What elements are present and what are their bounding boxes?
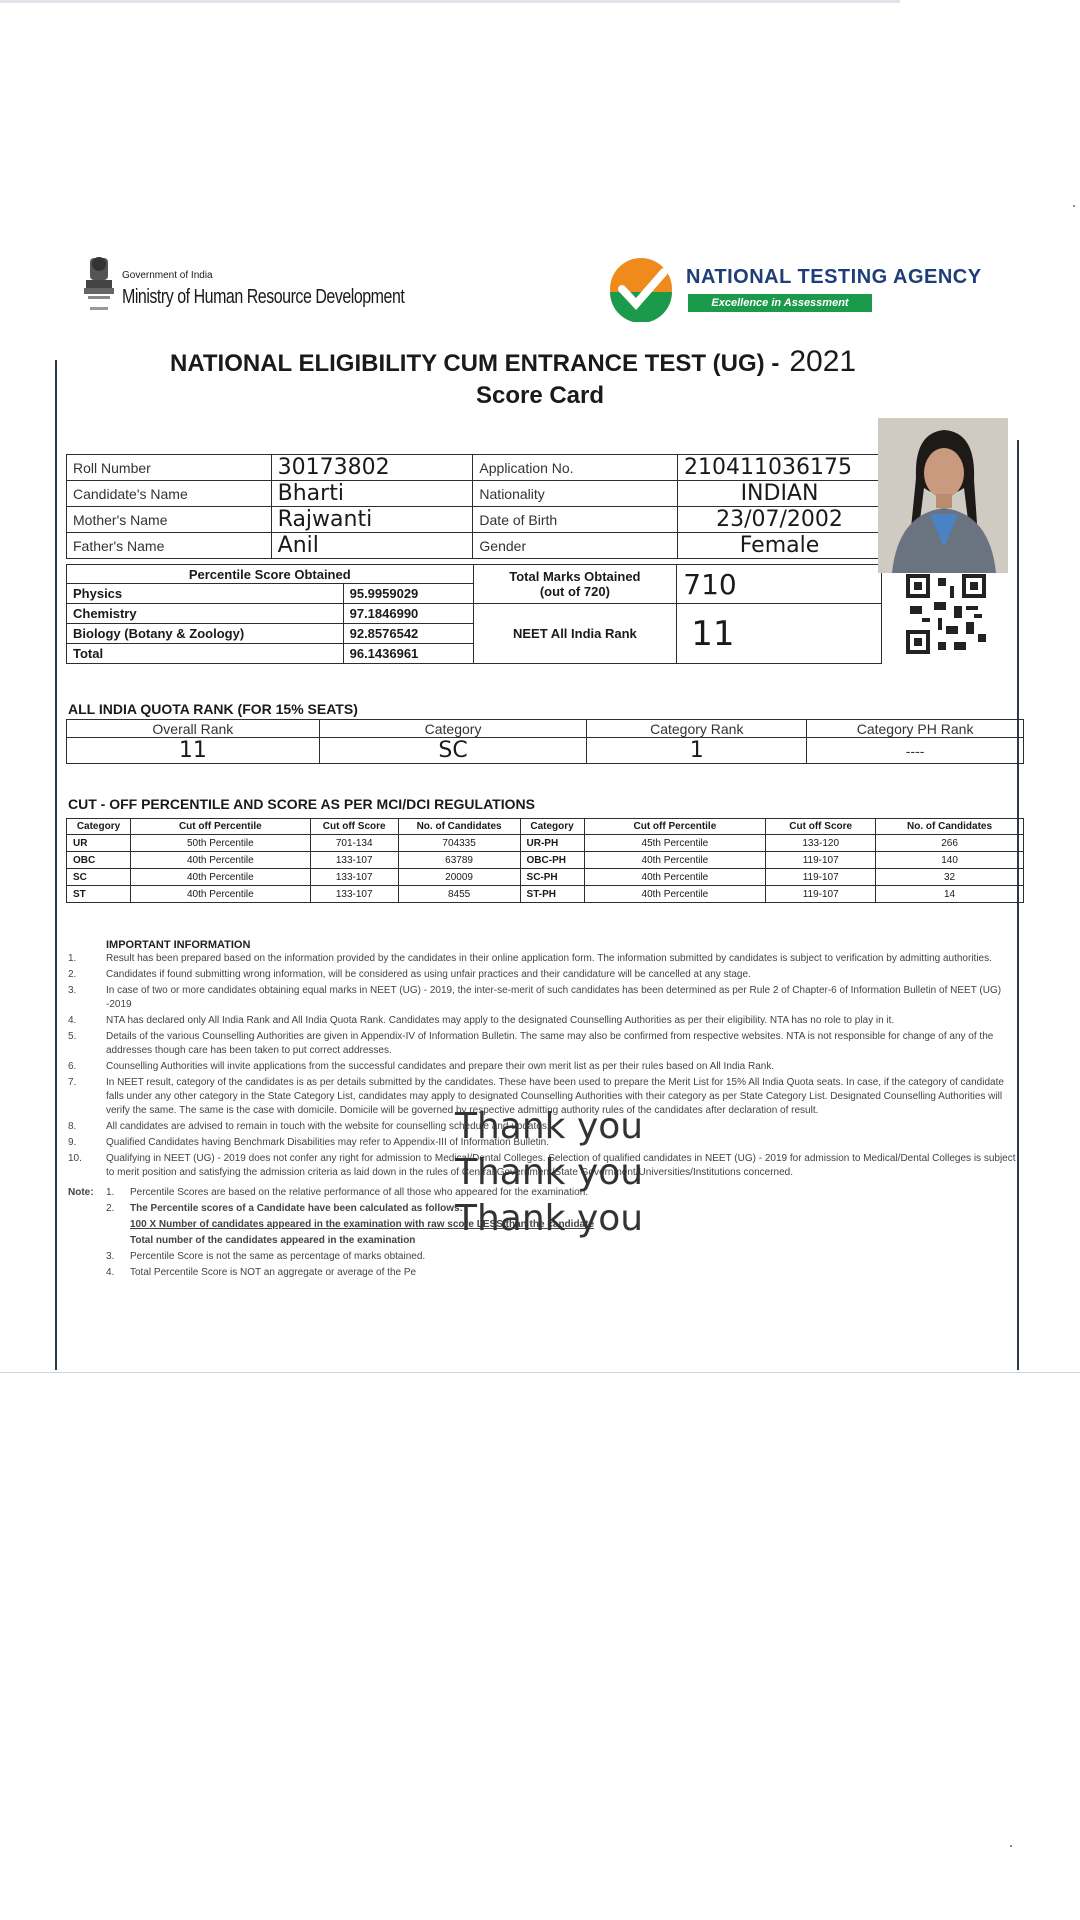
roll-number-value: 30173802 xyxy=(271,455,473,481)
cutoff-cell: 40th Percentile xyxy=(130,852,310,869)
thank-you-overlay: Thank you xyxy=(455,1198,644,1239)
cutoff-cell: 119-107 xyxy=(766,869,876,886)
note-item-number: 2. xyxy=(106,1203,115,1214)
ministry-name: Ministry of Human Resource Development xyxy=(122,286,405,308)
cutoff-cell: UR-PH xyxy=(520,835,584,852)
info-item-text: In NEET result, category of the candidates is as per details submitted by the candidates. These have been used to prepare the Merit List for 15% All India Quota seats. In case, if the category of candidate falls under any other category in the State Category List, candidates may apply to designated Counselling Authorities with their category as per State Category List. Designated Counselling Authorities will verify the same. The same is the case with domicile. Domicile will be governed by respective admitting authority rules of the candidates after declaration of result. xyxy=(106,1077,1004,1116)
cutoff-cell: 8455 xyxy=(398,886,520,903)
info-item-text: Candidates if found submitting wrong information, will be considered as using unfair practices and their candidature will be cancelled at any stage. xyxy=(106,969,751,980)
thank-you-overlay: Thank you xyxy=(455,1106,644,1147)
info-item-text: All candidates are advised to remain in touch with the website for counselling schedule and updates. xyxy=(106,1121,550,1132)
quota-header: Category PH Rank xyxy=(807,720,1024,738)
cutoff-cell: 45th Percentile xyxy=(584,835,766,852)
candidate-photo-image xyxy=(878,418,1008,573)
cutoff-cell: 704335 xyxy=(398,835,520,852)
nationality-label: Nationality xyxy=(473,481,678,507)
exam-title-text: NATIONAL ELIGIBILITY CUM ENTRANCE TEST (UG) - xyxy=(170,350,780,377)
state-emblem-icon xyxy=(78,252,120,322)
info-item-text: NTA has declared only All India Rank and All India Quota Rank. Candidates may apply to the designated Counselling Authorities as per their eligibility. NTA has no role to play in it. xyxy=(106,1015,895,1026)
score-row-value: 95.9959029 xyxy=(343,584,473,604)
cutoff-cell: 40th Percentile xyxy=(584,852,766,869)
info-item-number: 5. xyxy=(68,1031,77,1042)
candidate-details-table xyxy=(66,454,882,559)
score-row-value: 97.1846990 xyxy=(343,604,473,624)
note-item-number: 1. xyxy=(106,1187,115,1198)
cutoff-cell: 40th Percentile xyxy=(584,886,766,903)
scan-bottom-edge xyxy=(0,1372,1080,1373)
cutoff-cell: 133-107 xyxy=(310,869,398,886)
cutoff-header: Cut off Percentile xyxy=(584,819,766,835)
info-item-number: 3. xyxy=(68,985,77,996)
info-item xyxy=(68,968,1018,982)
cutoff-cell: SC-PH xyxy=(520,869,584,886)
roll-number-label: Roll Number xyxy=(67,455,272,481)
info-item-text: Qualifying in NEET (UG) - 2019 does not confer any right for admission to Medical/Dental Colleges. Selection of qualified candidates in NEET (UG) - 2019 for admission to Medical/Dental Colleges is subject to merit position and satisfying the admission criteria as laid down in the rules of Central Government/State Government/Universities/Institutions concerned. xyxy=(106,1153,1016,1178)
quota-header: Overall Rank xyxy=(67,720,320,738)
total-marks-label xyxy=(473,565,677,604)
cutoff-header: Category xyxy=(520,819,584,835)
note-item-text: Percentile Score is not the same as percentage of marks obtained. xyxy=(130,1251,426,1262)
info-item-number: 8. xyxy=(68,1121,77,1132)
note-item-number: 4. xyxy=(106,1267,115,1278)
cutoff-cell: ST xyxy=(67,886,131,903)
cutoff-cell: 133-107 xyxy=(310,886,398,903)
note-item-text: The Percentile scores of a Candidate have been calculated as follows: xyxy=(130,1203,463,1214)
info-item-text: Details of the various Counselling Authorities are given in Appendix-IV of Information Bulletin. The same may also be confirmed from respective websites. NTA is not responsible for change of any of the addresses though care has been taken to put correct addresses. xyxy=(106,1031,994,1056)
qr-code-icon xyxy=(905,574,987,654)
note-item xyxy=(106,1250,1018,1264)
quota-header: Category Rank xyxy=(587,720,807,738)
cutoff-cell: SC xyxy=(67,869,131,886)
info-item-number: 4. xyxy=(68,1015,77,1026)
category-rank-value: 1 xyxy=(587,738,807,764)
score-row-subject: Physics xyxy=(67,584,344,604)
nta-name: NATIONAL TESTING AGENCY xyxy=(686,266,982,288)
cutoff-cell: 133-120 xyxy=(766,835,876,852)
mother-name-label: Mother's Name xyxy=(67,507,272,533)
cutoff-cell: 63789 xyxy=(398,852,520,869)
note-item-text: Total number of the candidates appeared in the examination xyxy=(130,1235,416,1246)
candidate-name-value: Bharti xyxy=(271,481,473,507)
quota-header: Category xyxy=(319,720,587,738)
cutoff-cell: OBC xyxy=(67,852,131,869)
candidate-name-label: Candidate's Name xyxy=(67,481,272,507)
info-item-number: 7. xyxy=(68,1077,77,1088)
score-row-subject: Total xyxy=(67,644,344,664)
info-item xyxy=(68,984,1018,1012)
cutoff-cell: 140 xyxy=(876,852,1024,869)
percentile-header: Percentile Score Obtained xyxy=(67,565,474,584)
cutoff-cell: 32 xyxy=(876,869,1024,886)
info-item-text: Counselling Authorities will invite applications from the successful candidates and prepare their own merit list as per their rules based on All India Rank. xyxy=(106,1061,775,1072)
total-marks-label-text: Total Marks Obtained xyxy=(509,569,641,584)
info-item-number: 6. xyxy=(68,1061,77,1072)
cutoff-header: Cut off Score xyxy=(310,819,398,835)
score-row-value: 92.8576542 xyxy=(343,624,473,644)
cutoff-cell: 14 xyxy=(876,886,1024,903)
note-item-number xyxy=(106,1218,130,1232)
cutoff-header: Category xyxy=(67,819,131,835)
cutoff-header: No. of Candidates xyxy=(876,819,1024,835)
note-item-number: 3. xyxy=(106,1251,115,1262)
scan-speck xyxy=(1073,205,1075,207)
cutoff-cell: 266 xyxy=(876,835,1024,852)
cutoff-table xyxy=(66,818,1024,903)
dob-label: Date of Birth xyxy=(473,507,678,533)
air-label: NEET All India Rank xyxy=(473,604,677,664)
info-heading: IMPORTANT INFORMATION xyxy=(106,939,251,951)
cutoff-row xyxy=(67,886,1024,903)
application-no-value: 210411036175 xyxy=(678,455,882,481)
note-item-text: Percentile Scores are based on the relative performance of all those who appeared for the examination. xyxy=(130,1187,589,1198)
score-row-value: 96.1436961 xyxy=(343,644,473,664)
info-item-number: 2. xyxy=(68,969,77,980)
note-label: Note: xyxy=(68,1187,94,1198)
top-edge-line xyxy=(0,0,900,3)
cutoff-cell: 133-107 xyxy=(310,852,398,869)
gender-value: Female xyxy=(678,533,882,559)
dob-value: 23/07/2002 xyxy=(678,507,882,533)
cutoff-cell: 40th Percentile xyxy=(130,869,310,886)
father-name-label: Father's Name xyxy=(67,533,272,559)
score-row-subject: Chemistry xyxy=(67,604,344,624)
cutoff-cell: 119-107 xyxy=(766,852,876,869)
cutoff-row xyxy=(67,852,1024,869)
cutoff-cell: 40th Percentile xyxy=(130,886,310,903)
category-ph-rank-value: ---- xyxy=(807,738,1024,764)
info-item-text: Qualified Candidates having Benchmark Disabilities may refer to Appendix-III of Information Bulletin. xyxy=(106,1137,550,1148)
exam-title xyxy=(170,345,856,379)
cutoff-row xyxy=(67,835,1024,852)
exam-year: 2021 xyxy=(789,345,857,378)
gender-label: Gender xyxy=(473,533,678,559)
nationality-value: INDIAN xyxy=(678,481,882,507)
father-name-value: Anil xyxy=(271,533,473,559)
cutoff-row xyxy=(67,869,1024,886)
score-row-subject: Biology (Botany & Zoology) xyxy=(67,624,344,644)
note-item-text: Total Percentile Score is NOT an aggregate or average of the Pe xyxy=(130,1267,417,1278)
total-marks-value: 710 xyxy=(677,565,882,604)
application-no-label: Application No. xyxy=(473,455,678,481)
info-item-text: Result has been prepared based on the information provided by the candidates in their online application form. The information submitted by candidates is subject to verification by admitting authorities. xyxy=(106,953,992,964)
cutoff-header: Cut off Percentile xyxy=(130,819,310,835)
left-border xyxy=(55,360,57,1370)
note-item-number xyxy=(106,1234,130,1248)
overall-rank-value: 11 xyxy=(67,738,320,764)
air-value: 11 xyxy=(677,604,882,664)
cutoff-cell: 119-107 xyxy=(766,886,876,903)
cutoff-cell: 40th Percentile xyxy=(584,869,766,886)
cutoff-header: Cut off Score xyxy=(766,819,876,835)
note-item xyxy=(106,1266,1018,1280)
candidate-photo xyxy=(878,418,1008,573)
info-item xyxy=(68,1014,1018,1028)
info-item-number: 1. xyxy=(68,953,77,964)
cutoff-cell: OBC-PH xyxy=(520,852,584,869)
cutoff-cell: UR xyxy=(67,835,131,852)
info-item xyxy=(68,1030,1018,1058)
info-item xyxy=(68,952,1018,966)
cutoff-cell: ST-PH xyxy=(520,886,584,903)
government-of-india-text: Government of India xyxy=(122,270,213,281)
cutoff-cell: 701-134 xyxy=(310,835,398,852)
category-value: SC xyxy=(319,738,587,764)
cutoff-cell: 20009 xyxy=(398,869,520,886)
total-marks-sub: (out of 720) xyxy=(539,584,610,599)
mother-name-value: Rajwanti xyxy=(271,507,473,533)
cutoff-heading: CUT - OFF PERCENTILE AND SCORE AS PER MCI/DCI REGULATIONS xyxy=(68,796,535,812)
percentile-score-table xyxy=(66,564,882,664)
thank-you-overlay: Thank you xyxy=(455,1152,644,1193)
nta-logo-icon xyxy=(608,256,674,322)
quota-rank-table xyxy=(66,719,1024,764)
score-card-title: Score Card xyxy=(475,382,605,409)
quota-heading: ALL INDIA QUOTA RANK (FOR 15% SEATS) xyxy=(68,701,358,717)
cutoff-header: No. of Candidates xyxy=(398,819,520,835)
cutoff-cell: 50th Percentile xyxy=(130,835,310,852)
note-item-text: 100 X Number of candidates appeared in the examination with raw score LESS than the candidate xyxy=(130,1219,595,1230)
nta-tagline: Excellence in Assessment xyxy=(688,294,872,312)
info-item-number: 9. xyxy=(68,1137,77,1148)
info-item xyxy=(68,1060,1018,1074)
scan-speck xyxy=(1010,1845,1012,1847)
info-item-number: 10. xyxy=(68,1153,82,1164)
info-item-text: In case of two or more candidates obtaining equal marks in NEET (UG) - 2019, the inter-se-merit of such candidates has been determined as per Rule 2 of Chapter-6 of Information Bulletin of NEET (UG) -2019 xyxy=(106,985,1002,1010)
